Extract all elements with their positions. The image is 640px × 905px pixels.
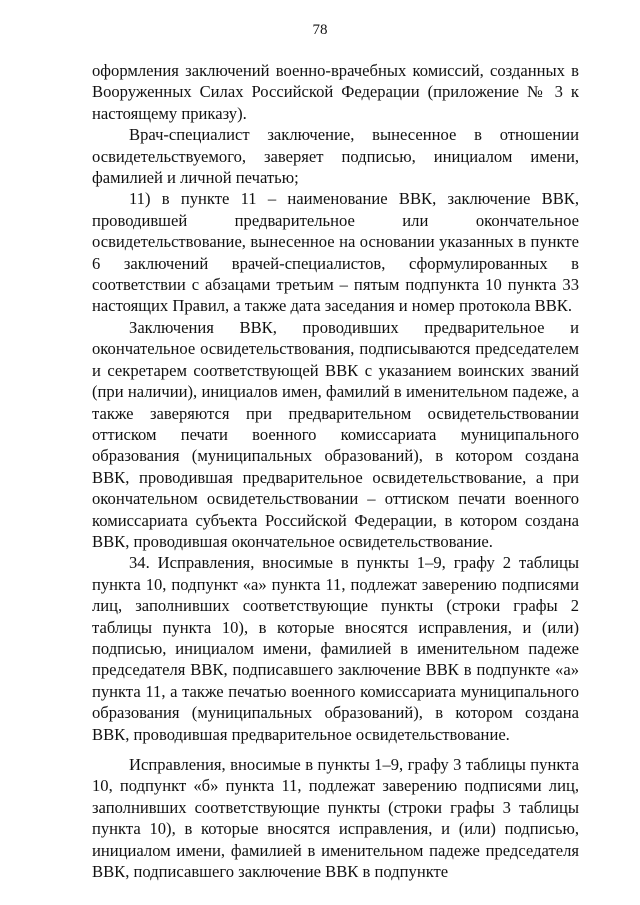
paragraph-item-11: 11) в пункте 11 – наименование ВВК, заключение ВВК, проводившей предварительное или окончательное освидетельствование, вынесенное на основании указанных в пункте 6 заключений врачей-специалистов, сформулированных в соответствии с абзацами третьим – пятым подпункта 10 пункта 33 настоящих Правил, а также дата заседания и номер протокола ВВК. <box>92 189 579 316</box>
paragraph-item-34: 34. Исправления, вносимые в пункты 1–9, графу 2 таблицы пункта 10, подпункт «а» пункта 11, подлежат заверению подписями лиц, заполнивших соответствующие пункты (строки графы 2 таблицы пункта 10), в которые вносятся исправления, и (или) подписью, инициалом имени, фамилией в именительном падеже председателя ВВК, подписавшего заключение ВВК в подпункте «а» пункта 11, а также печатью военного комиссариата муниципального образования (муниципальных образований), в котором создана ВВК, проводившая предварительное освидетельствование. <box>92 553 579 744</box>
paragraph-specialist-certification: Врач-специалист заключение, вынесенное в отношении освидетельствуемого, заверяет подписью, инициалом имени, фамилией и личной печатью; <box>92 125 579 188</box>
page-number: 78 <box>312 22 328 38</box>
paragraph-corrections-final: Исправления, вносимые в пункты 1–9, графу 3 таблицы пункта 10, подпункт «б» пункта 11, подлежат заверению подписями лиц, заполнивших соответствующие пункты (строки графы 3 таблицы пункта 10), в которые вносятся исправления, и (или) подписью, инициалом имени, фамилией в именительном падеже председателя ВВК, подписавшего заключение ВВК в подпункте <box>92 755 579 882</box>
paragraph-vvk-signatures: Заключения ВВК, проводивших предварительное и окончательное освидетельствования, подписываются председателем и секретарем соответствующей ВВК с указанием воинских званий (при наличии), инициалов имен, фамилий в именительном падеже, а также заверяются при предварительном освидетельствовании оттиском печати военного комиссариата муниципального образования (муниципальных образований), в котором создана ВВК, проводившая предварительное освидетельствование, а при окончательном освидетельствовании – оттиском печати военного комиссариата субъекта Российской Федерации, в котором создана ВВК, проводившая окончательное освидетельствование. <box>92 317 579 551</box>
paragraph-continuation: оформления заключений военно-врачебных комиссий, созданных в Вооруженных Силах Российской Федерации (приложение № 3 к настоящему приказу). <box>92 61 579 123</box>
document-body <box>92 60 579 882</box>
